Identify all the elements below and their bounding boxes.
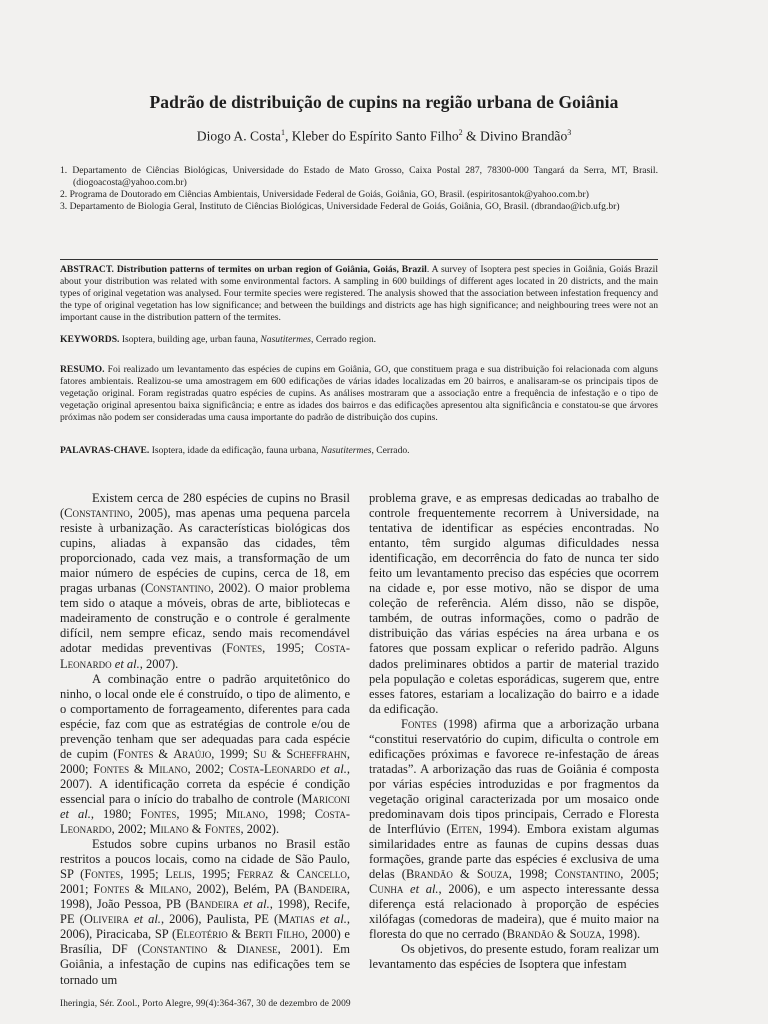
author-name: Kleber do Espírito Santo Filho bbox=[291, 128, 459, 144]
author-name: Divino Brandão bbox=[480, 128, 568, 144]
resumo: RESUMO. Foi realizado um levantamento das espécies de cupins em Goiânia, GO, que constituem praga e sua distribuição foi relacionada com alguns fatores ambientais. Realizou-se uma amostragem em 600 edificações de várias idades localizadas em 20 bairros, e analisaram-se os principais tipos de vegetação original. Foram registradas quatro espécies de cupins. As análises mostraram que a associação entre a frequência de infestação e o tipo de vegetação original apresentou baixa significância; e entre as idades dos bairros e das edificações apresentou alta significância e constatou-se que árvores próximas não podem ser consideradas uma causa importante do padrão de distribuição dos cupins. bbox=[60, 364, 658, 423]
body-column-right bbox=[369, 491, 659, 973]
body-paragraph: Estudos sobre cupins urbanos no Brasil estão restritos a poucos locais, como na cidade de São Paulo, SP (Fontes, 1995; Lelis, 1995; Ferraz & Cancello, 2001; Fontes & Milano, 2002), Belém, PA (Bandeira, 1998), João Pessoa, PB (Bandeira et al., 1998), Recife, PE (Oliveira et al., 2006), Paulista, PE (Matias et al., 2006), Piracicaba, SP (Eleotério & Berti Filho, 2000) e Brasília, DF (Constantino & Dianese, 2001). Em Goiânia, a infestação de cupins nas edificações tem se tornado um bbox=[60, 837, 351, 987]
body-column-left bbox=[60, 491, 350, 988]
palavras-chave: PALAVRAS-CHAVE. Isoptera, idade da edificação, fauna urbana, Nasutitermes, Cerrado. bbox=[60, 445, 410, 456]
abstract: ABSTRACT. Distribution patterns of termites on urban region of Goiânia, Goiás, Brazil. A survey of Isoptera pest species in Goiânia, Goiás Brazil about your distribution was related with some environmental factors. A sampling in 600 buildings of different ages located in 20 districts, and the main types of original vegetation was analysed. Four termite species were registered. The analysis showed that the association between infestation frequency and the type of original vegetation has low significance; and between the buildings and districts age has high significance; and neighbouring trees were not an important cause in the distribution pattern of the termites. bbox=[60, 264, 659, 323]
affiliation-item: 2. Programa de Doutorado em Ciências Ambientais, Universidade Federal de Goiás, Goiânia, GO, Brasil. (espiritosantok@yahoo.com.br) bbox=[60, 188, 589, 200]
author-list: Diogo A. Costa$^1$, Kleber do Espírito Santo Filho$^2$ & Divino Brandão$^3$ bbox=[196, 128, 572, 144]
section-divider bbox=[60, 259, 658, 260]
body-paragraph: Os objetivos, do presente estudo, foram realizar um levantamento das espécies de Isoptera que infestam bbox=[369, 942, 659, 972]
keywords: KEYWORDS. Isoptera, building age, urban fauna, Nasutitermes, Cerrado region. bbox=[60, 334, 377, 345]
affiliation-item: 1. Departamento de Ciências Biológicas, Universidade do Estado de Mato Grosso, Caixa Postal 287, 78300-000 Tangará da Serra, MT, Brasil. (diogoacosta@yahoo.com.br) bbox=[60, 165, 658, 188]
body-paragraph: problema grave, e as empresas dedicadas ao trabalho de controle frequentemente recorrem à Universidade, na tentativa de identificar as espécies encontradas. No entanto, têm surgido algumas dificuldades nessa identificação, em decorrência do fato de nunca ter sido feito um levantamento preciso das espécies que ocorrem na cidade e, por esse motivo, não se dispor de uma coleção de referência. Além disso, não se dispõe, também, de outras informações, como o padrão de distribuição das várias espécies na área urbana e os fatores que possam explicar o referido padrão. Alguns dados preliminares obtidos a partir de material trazido pela população e coletas esporádicas, sugerem que, entre esses fatores, estariam a localização do bairro e a idade da edificação. bbox=[369, 491, 659, 716]
body-paragraph: Existem cerca de 280 espécies de cupins no Brasil (Constantino, 2005), mas apenas uma pequena parcela resiste à urbanização. As características biológicas dos cupins, aliadas à expansão das cidades, têm proporcionado, cada vez mais, a transformação de um maior número de espécies de cupins, cerca de 18, em pragas urbanas (Constantino, 2002). O maior problema tem sido o ataque a móveis, obras de arte, bibliotecas e madeiramento de construção e o controle é geralmente difícil, nem sempre eficaz, sendo mais recomendável adotar medidas preventivas (Fontes, 1995; Costa-Leonardo et al., 2007). bbox=[60, 491, 350, 671]
body-paragraph: Fontes (1998) afirma que a arborização urbana “constitui reservatório do cupim, dificulta o controle em edificações próximas e favorece re-infestação de áreas tratadas”. A arborização das ruas de Goiânia é composta por várias espécies introduzidas e por fragmentos da vegetação original caracterizada por um mosaico onde predominavam dois tipos principais, Cerrado e Floresta de Interflúvio (Eiten, 1994). Embora existam algumas similaridades entre as faunas de cupins dessas duas formações, grande parte das espécies é exclusiva de uma delas (Brandão & Souza, 1998; Constantino, 2005; Cunha et al., 2006), e um aspecto interessante dessa diferença está relacionado à proporção de espécies xilófagas (comedoras de madeira), que é muito maior na floresta do que no cerrado (Brandão & Souza, 1998). bbox=[369, 716, 660, 942]
affiliations bbox=[60, 165, 658, 213]
body-paragraph: A combinação entre o padrão arquitetônico do ninho, o local onde ele é construído, o tipo de alimento, e o comportamento de forrageamento, diferentes para cada espécie, faz com que as estratégias de controle e/ou de prevenção tenham que ser adequadas para cada espécie de cupim (Fontes & Araújo, 1999; Su & Scheffrahn, 2000; Fontes & Milano, 2002; Costa-Leonardo et al., 2007). A identificação correta da espécie é condição essencial para o início do trabalho de controle (Mariconi et al., 1980; Fontes, 1995; Milano, 1998; Costa-Leonardo, 2002; Milano & Fontes, 2002). bbox=[60, 671, 351, 837]
journal-footer: Iheringia, Sér. Zool., Porto Alegre, 99(4):364-367, 30 de dezembro de 2009 bbox=[60, 999, 351, 1009]
paper-title: Padrão de distribuição de cupins na região urbana de Goiânia bbox=[149, 92, 619, 112]
abstract-title: Distribution patterns of termites on urban region of Goiânia, Goiás, Brazil bbox=[116, 264, 427, 275]
author-name: Diogo A. Costa bbox=[196, 128, 281, 144]
affiliation-item: 3. Departamento de Biologia Geral, Instituto de Ciências Biológicas, Universidade Federal de Goiás, Goiânia, GO, Brasil. (dbrandao@icb.ufg.br) bbox=[60, 200, 620, 212]
